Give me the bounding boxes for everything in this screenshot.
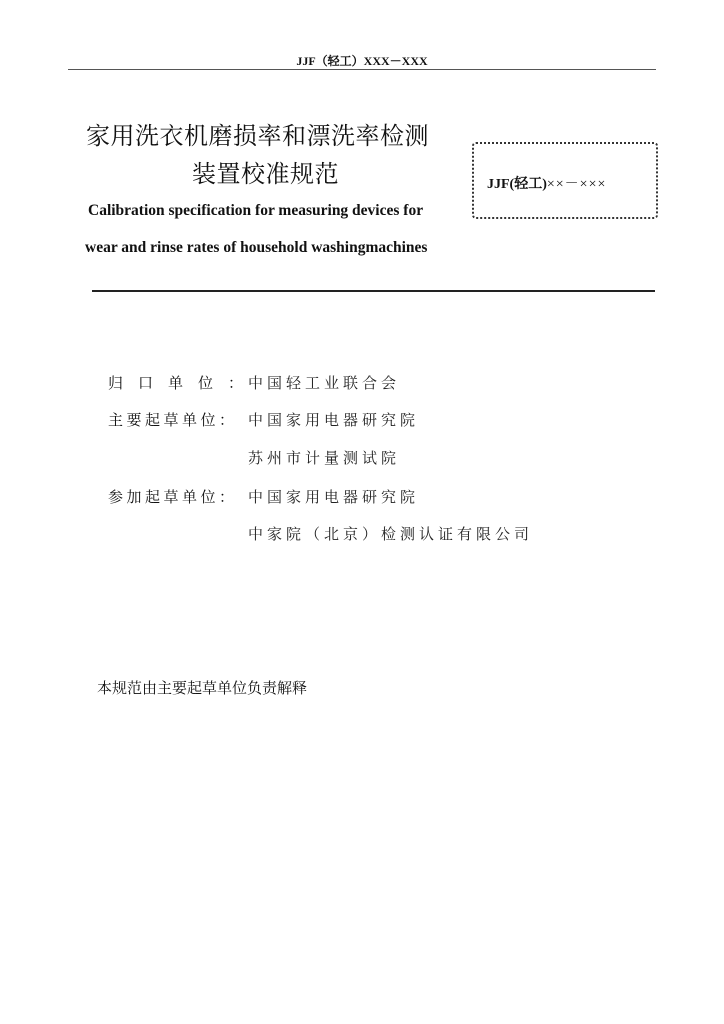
guikou-unit-value: 中国轻工业联合会 <box>248 374 401 392</box>
document-code-suffix: ××－××× <box>546 177 607 192</box>
participating-unit-value: 中国家用电器研究院 <box>248 488 420 506</box>
title-en-line1: Calibration specification for measuring devices for <box>88 202 424 219</box>
participating-unit-value: 中家院（北京）检测认证有限公司 <box>248 525 534 543</box>
interpretation-note: 本规范由主要起草单位负责解释 <box>97 679 308 697</box>
header-code: JJF（轻工）XXX－XXX <box>296 54 428 68</box>
header-divider <box>68 69 656 70</box>
guikou-unit-label: 归口单位： <box>108 374 259 392</box>
main-drafting-unit-value: 苏州市计量测试院 <box>248 449 401 467</box>
participating-unit-label: 参加起草单位： <box>108 488 238 506</box>
title-en-line2: wear and rinse rates of household washingmachines <box>85 239 428 256</box>
title-cn-line1: 家用洗衣机磨损率和漂洗率检测 <box>86 122 429 150</box>
main-drafting-unit-value: 中国家用电器研究院 <box>248 411 420 429</box>
document-code <box>487 173 606 193</box>
main-drafting-unit-label: 主要起草单位： <box>108 411 238 429</box>
title-divider <box>92 290 655 292</box>
title-cn-line2: 装置校准规范 <box>192 160 339 188</box>
document-code-prefix: JJF(轻工) <box>487 177 547 192</box>
